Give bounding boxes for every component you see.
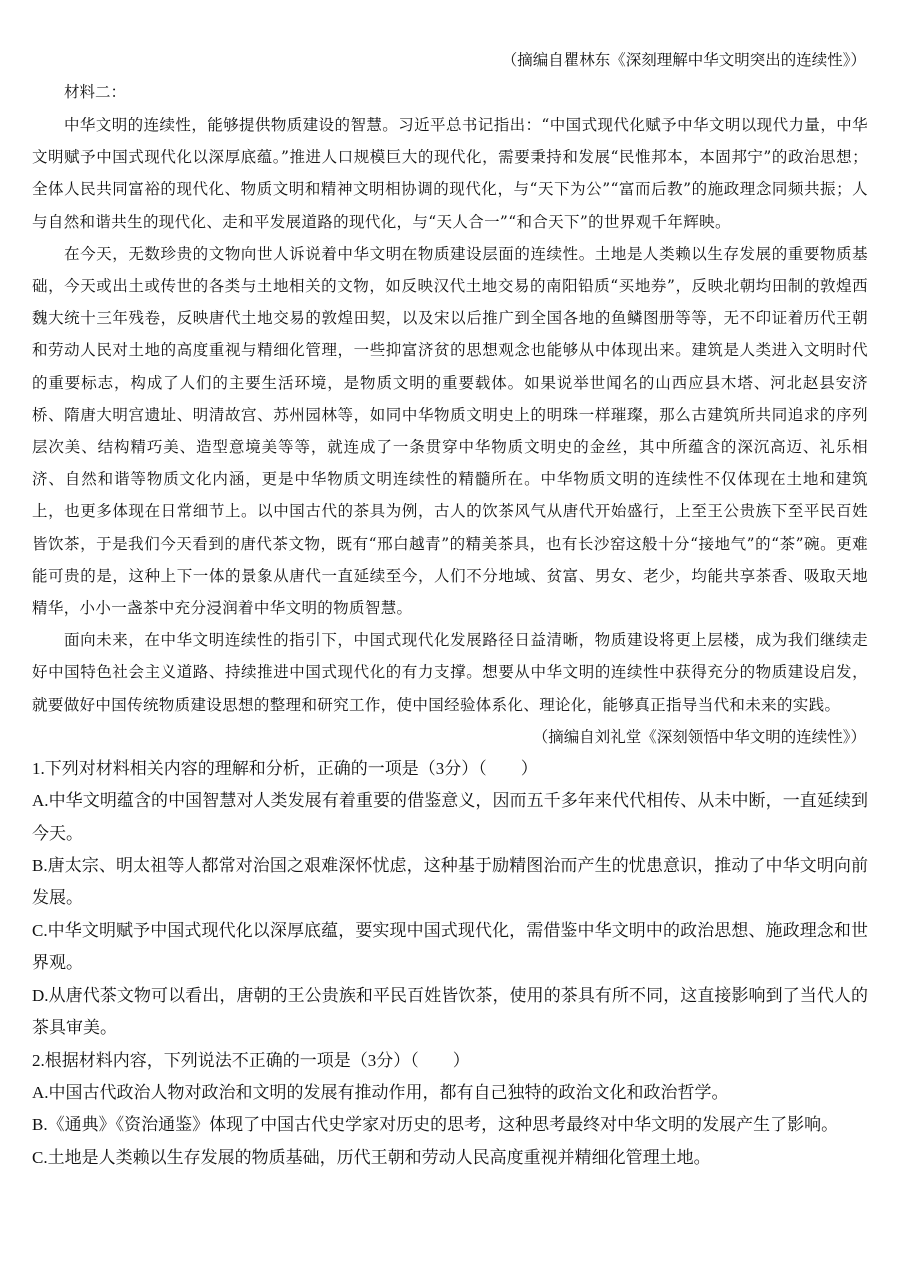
option-a: A.中华文明蕴含的中国智慧对人类发展有着重要的借鉴意义，因而五千多年来代代相传、从未中断，一直延续到今天。 bbox=[32, 791, 868, 843]
question-1 bbox=[32, 753, 868, 1045]
option-d: D.从唐代茶文物可以看出，唐朝的王公贵族和平民百姓皆饮茶，使用的茶具有所不同，这直接影响到了当代人的茶具审美。 bbox=[32, 985, 868, 1038]
paragraph-2: 在今天，无数珍贵的文物向世人诉说着中华文明在物质建设层面的连续性。土地是人类赖以生存发展的重要物质基础，今天或出土或传世的各类与土地相关的文物，如反映汉代土地交易的南阳铅质“买地券”，反映北朝均田制的敦煌西魏大统十三年残卷，反映唐代土地交易的敦煌田契，以及宋以后推广到全国各地的鱼鳞图册等等，无不印证着历代王朝和劳动人民对土地的高度重视与精细化管理，一些抑富济贫的思想观念也能够从中体现出来。建筑是人类进入文明时代的重要标志，构成了人们的主要生活环境，是物质文明的重要载体。如果说举世闻名的山西应县木塔、河北赵县安济桥、隋唐大明宫遗址、明清故宫、苏州园林等，如同中华物质文明史上的明珠一样璀璨，那么古建筑所共同追求的序列层次美、结构精巧美、造型意境美等等，就连成了一条贯穿中华物质文明史的金丝，其中所蕴含的深沉高迈、礼乐相济、自然和谐等物质文化内涵，更是中华物质文明连续性的精髓所在。中华物质文明的连续性不仅体现在土地和建筑上，也更多体现在日常细节上。以中国古代的茶具为例，古人的饮茶风气从唐代开始盛行，上至王公贵族下至平民百姓皆饮茶，于是我们今天看到的唐代茶文物，既有“邢白越青”的精美茶具，也有长沙窑这般十分“接地气”的“茶”碗。更难能可贵的是，这种上下一体的景象从唐代一直延续至今，人们不分地域、贫富、男女、老少，均能共享茶香、吸取天地精华，小小一盏茶中充分浸润着中华文明的物质智慧。 bbox=[32, 244, 868, 618]
option-c: C.土地是人类赖以生存发展的物质基础，历代王朝和劳动人民高度重视并精细化管理土地。 bbox=[32, 1147, 711, 1167]
option-b: B.唐太宗、明太祖等人都常对治国之艰难深怀忧虑，这种基于励精图治而产生的忧患意识，推动了中华文明向前发展。 bbox=[32, 856, 868, 908]
question-stem: 2.根据材料内容，下列说法不正确的一项是（3分）（ ） bbox=[32, 1050, 470, 1070]
paragraph-1: 中华文明的连续性，能够提供物质建设的智慧。习近平总书记指出：“中国式现代化赋予中华文明以现代力量，中华文明赋予中国式现代化以深厚底蕴。”推进人口规模巨大的现代化，需要秉持和发展“民惟邦本，本固邦宁”的政治思想；全体人民共同富裕的现代化、物质文明和精神文明相协调的现代化，与“天下为公”“富而后教”的施政理念同频共振；人与自然和谐共生的现代化、走和平发展道路的现代化，与“天人合一”“和合天下”的世界观千年辉映。 bbox=[32, 116, 868, 231]
material-label: 材料二： bbox=[64, 83, 127, 101]
option-b: B.《通典》《资治通鉴》体现了中国古代史学家对历史的思考，这种思考最终对中华文明的发展产生了影响。 bbox=[32, 1115, 839, 1135]
paragraph-3: 面向未来，在中华文明连续性的指引下，中国式现代化发展路径日益清晰，物质建设将更上层楼，成为我们继续走好中国特色社会主义道路、持续推进中国式现代化的有力支撑。想要从中华文明的连续性中获得充分的物质建设启发，就要做好中国传统物质建设思想的整理和研究工作，使中国经验体系化、理论化，能够真正指导当代和未来的实践。 bbox=[32, 631, 868, 714]
option-a: A.中国古代政治人物对政治和文明的发展有推动作用，都有自己独特的政治文化和政治哲学。 bbox=[32, 1082, 729, 1102]
source-citation-2: （摘编自刘礼堂《深刻领悟中华文明的连续性》） bbox=[532, 727, 866, 746]
option-c: C.中华文明赋予中国式现代化以深厚底蕴，要实现中国式现代化，需借鉴中华文明中的政治思想、施政理念和世界观。 bbox=[32, 920, 868, 973]
source-citation-1: （摘编自瞿林东《深刻理解中华文明突出的连续性》） bbox=[501, 51, 866, 69]
question-stem: 1.下列对材料相关内容的理解和分析，正确的一项是（3分）（ ） bbox=[32, 758, 538, 778]
question-2 bbox=[32, 1045, 868, 1175]
